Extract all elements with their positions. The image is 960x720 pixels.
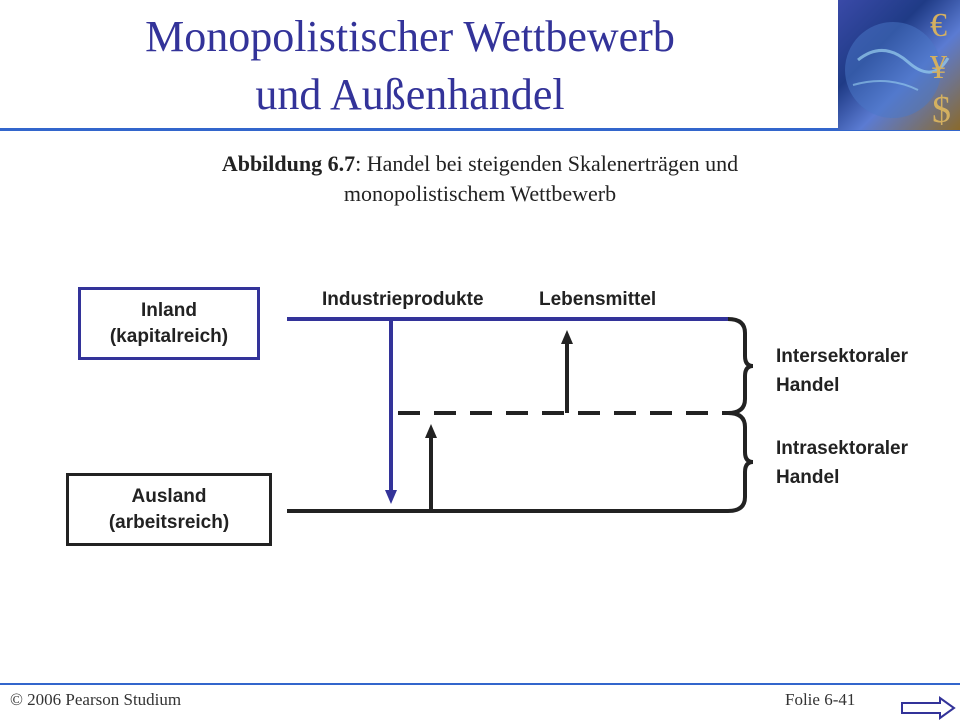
home-country-name: Inland [141,300,197,321]
industrial-goods-import-arrowhead [425,424,437,438]
intersectoral-trade-label-line-1: Intersektoraler [776,346,909,367]
slide-number: Folie 6-41 [785,690,856,709]
intersectoral-trade-label-line-2: Handel [776,375,840,396]
intrasectoral-trade-label-line-1: Intrasektoraler [776,438,909,459]
svg-text:¥: ¥ [930,49,947,86]
industrial-goods-arrowhead [385,490,397,504]
intersectoral-brace [728,319,753,413]
svg-text:$: $ [932,89,951,130]
intrasectoral-brace [728,413,753,511]
food-label: Lebensmittel [539,289,657,310]
copyright-notice: © 2006 Pearson Studium [10,690,182,709]
next-slide-arrow-icon[interactable] [902,698,954,718]
figure-caption-text: : Handel bei steigenden Skalenerträgen und [355,151,739,176]
intrasectoral-trade-label-line-2: Handel [776,467,840,488]
industrial-goods-label: Industrieprodukte [322,289,484,310]
home-country-type: (kapitalreich) [109,326,229,347]
foreign-country-name: Ausland [131,486,207,507]
food-arrowhead [561,330,573,344]
figure-label: Abbildung 6.7 [221,151,356,176]
slide-title-line-2: und Außenhandel [255,70,565,119]
figure-caption-line-2: monopolistischem Wettbewerb [343,181,617,206]
slide-title-line-1: Monopolistischer Wettbewerb [145,12,675,61]
footer-divider [0,683,960,685]
foreign-country-type: (arbeitsreich) [108,512,230,533]
svg-text:€: € [930,7,947,44]
